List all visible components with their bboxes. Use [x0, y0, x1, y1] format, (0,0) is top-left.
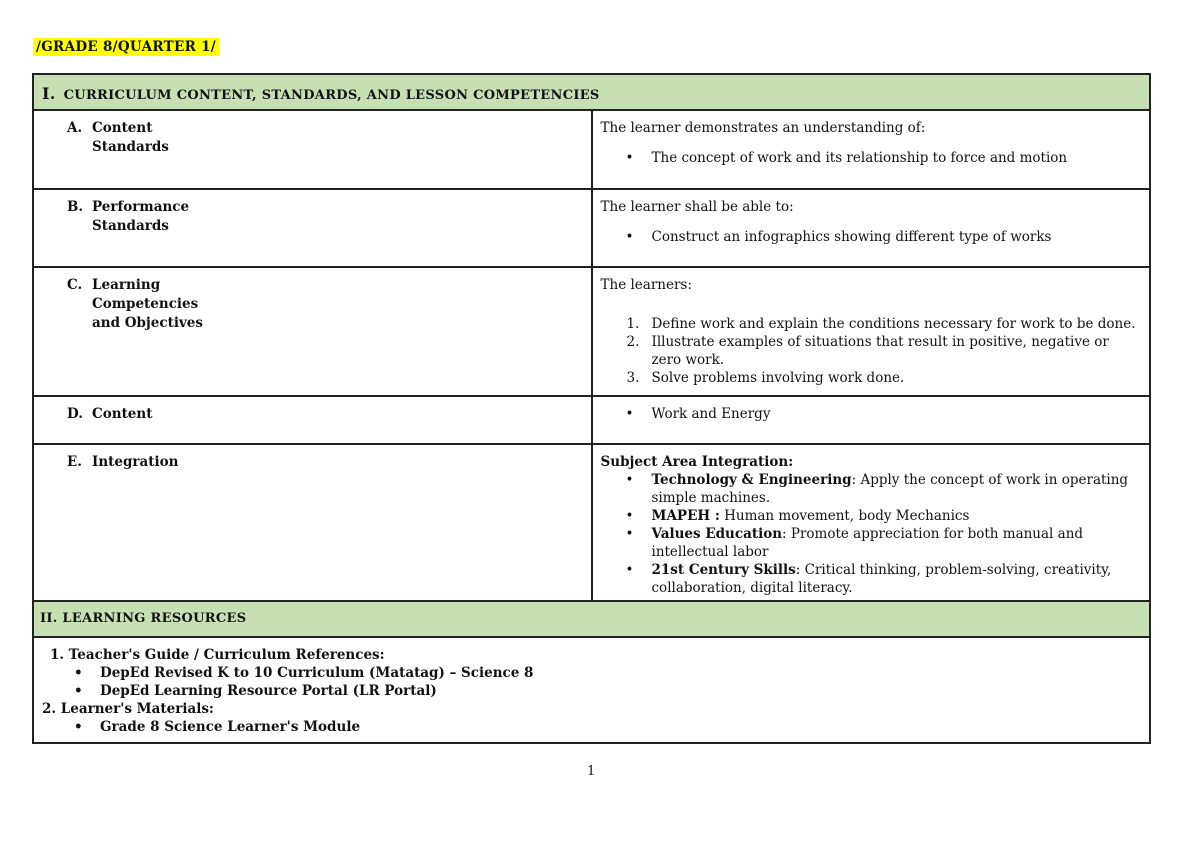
- row-learning-competencies: [33, 267, 1150, 396]
- list-item: • Work and Energy: [625, 406, 771, 422]
- list-item: • MAPEH : Human movement, body Mechanics: [625, 508, 970, 524]
- row-integration: [33, 444, 1150, 604]
- list-item: • Values Education: Promote appreciation for both manual and intellectual labor: [625, 526, 1084, 560]
- row-performance-standards: [33, 189, 1150, 267]
- section-1-numeral: I.: [42, 84, 56, 103]
- resource-group-heading: 2. Learner's Materials:: [42, 701, 214, 717]
- list-item: 2. Illustrate examples of situations that result in positive, negative or zero work.: [626, 334, 1109, 368]
- row-label: E. Integration: [67, 454, 179, 470]
- row-label: B. Performance Standards: [67, 199, 190, 234]
- row-label: A. Content Standards: [67, 120, 169, 155]
- resource-group-heading: 1. Teacher's Guide / Curriculum References:: [50, 647, 385, 663]
- list-item: 3. Solve problems involving work done.: [626, 370, 905, 386]
- row-label: D. Content: [67, 406, 153, 422]
- grade-quarter-tag: /GRADE 8/QUARTER 1/: [33, 38, 219, 56]
- list-item: • DepEd Revised K to 10 Curriculum (Matatag) – Science 8: [74, 665, 534, 681]
- section-1-title: CURRICULUM CONTENT, STANDARDS, AND LESSON COMPETENCIES: [63, 88, 600, 103]
- row-intro: The learner demonstrates an understanding of:: [600, 120, 926, 136]
- row-intro: Subject Area Integration:: [600, 454, 794, 470]
- page-number: 1: [587, 764, 596, 779]
- row-intro: The learners:: [600, 277, 692, 293]
- learning-resources-table: [32, 600, 1151, 744]
- list-item: 1. Define work and explain the conditions necessary for work to be done.: [626, 316, 1136, 332]
- curriculum-table: [32, 73, 1151, 605]
- section-2-title: II. LEARNING RESOURCES: [40, 611, 247, 626]
- section-2-header: [33, 601, 1150, 637]
- row-content: [33, 396, 1150, 444]
- list-item: • DepEd Learning Resource Portal (LR Portal): [74, 683, 437, 699]
- list-item: • Technology & Engineering: Apply the concept of work in operating simple machines.: [625, 472, 1129, 506]
- list-item: • The concept of work and its relationship to force and motion: [625, 150, 1068, 166]
- list-item: • Grade 8 Science Learner's Module: [74, 719, 361, 735]
- row-intro: The learner shall be able to:: [600, 199, 794, 215]
- list-item: • 21st Century Skills: Critical thinking, problem-solving, creativity, collaboration, digital literacy.: [625, 562, 1112, 596]
- row-label: C. Learning Competencies and Objectives: [67, 277, 203, 331]
- row-content-standards: [33, 110, 1150, 189]
- list-item: • Construct an infographics showing different type of works: [625, 229, 1052, 245]
- section-1-header: [33, 74, 1150, 110]
